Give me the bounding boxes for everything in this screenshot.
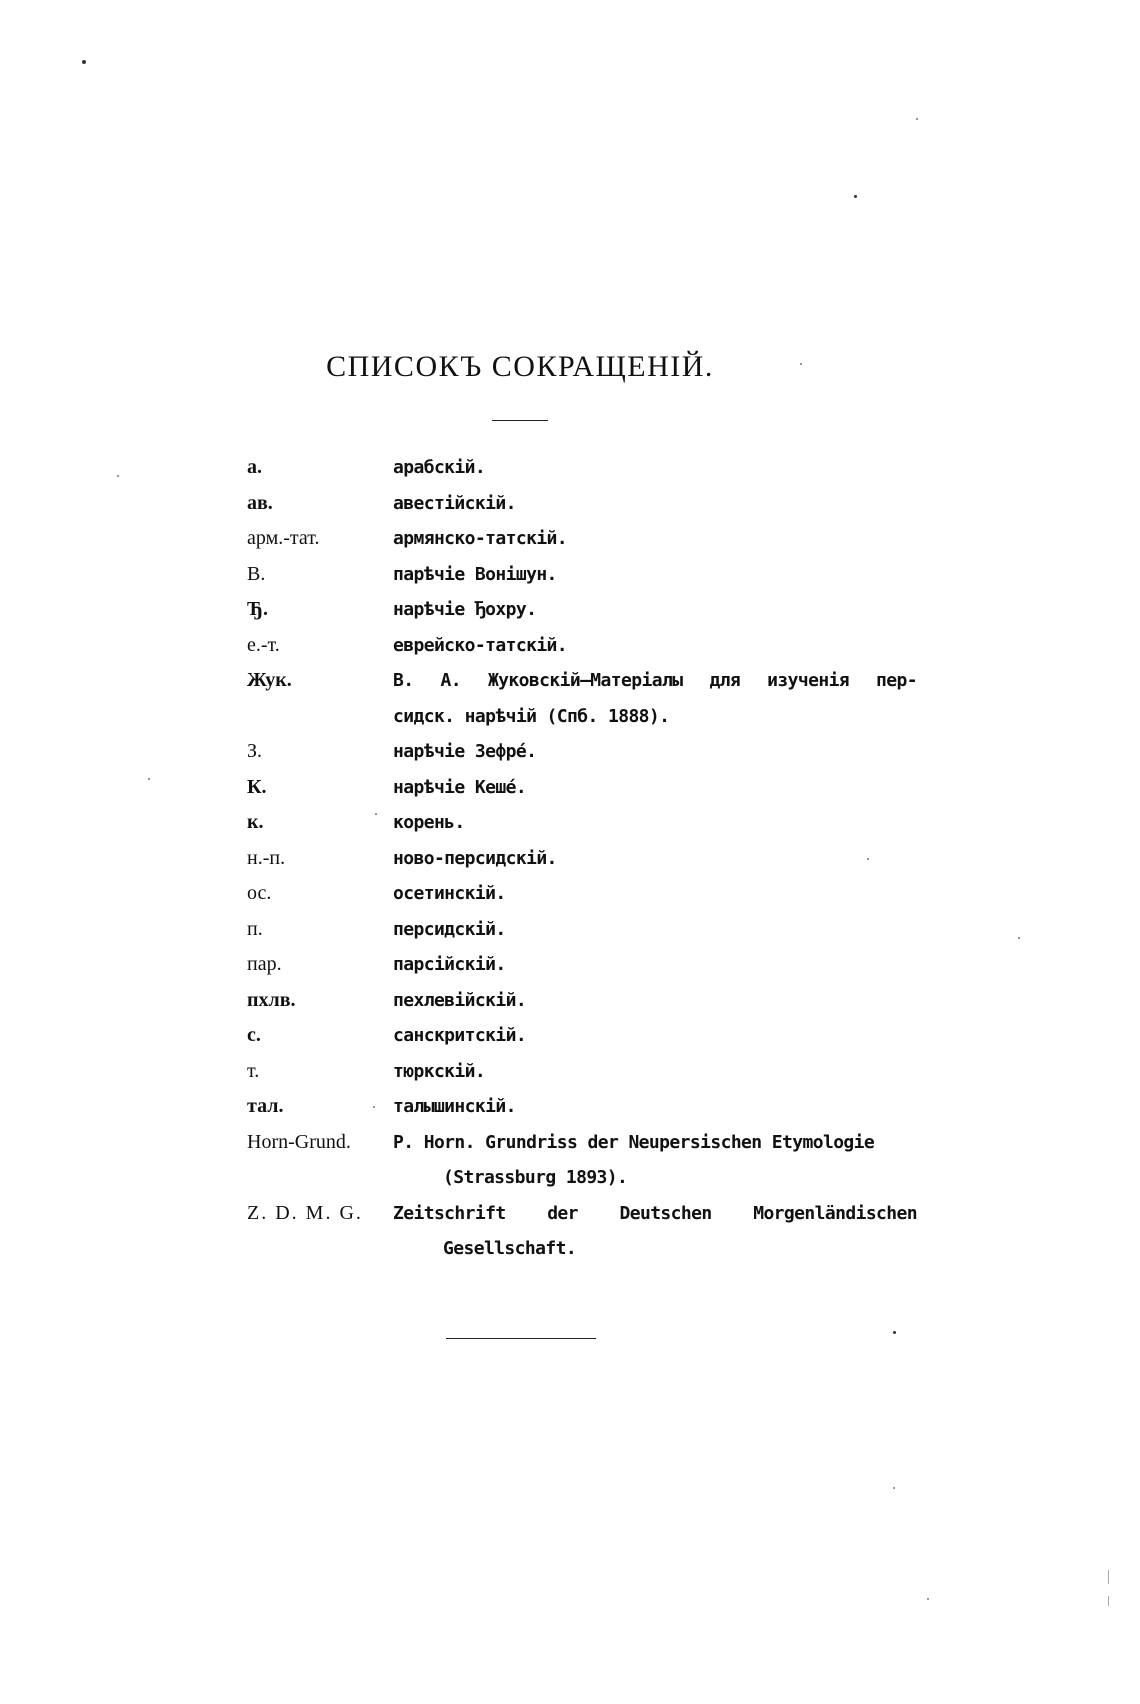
- list-item: [247, 1125, 917, 1196]
- list-item: [247, 450, 917, 486]
- meaning-line: P. Horn. Grundriss der Neupersischen Etymologie: [393, 1131, 875, 1153]
- abbreviation-meaning: талышинскій.: [393, 1096, 516, 1117]
- abbreviation-list: [247, 450, 917, 1267]
- abbreviation-meaning: осетинскій.: [393, 883, 506, 904]
- list-item: [247, 947, 917, 983]
- list-item: [247, 1196, 917, 1267]
- abbreviation-meaning: [393, 1196, 917, 1267]
- abbreviation: З.: [247, 740, 263, 762]
- abbreviation-meaning: нарѣчіе Кешé.: [393, 776, 527, 798]
- scan-speck: [916, 118, 918, 120]
- meaning-line: сидск. нарѣчій (Спб. 1888).: [393, 705, 670, 727]
- abbreviation-meaning: ново-персидскій.: [393, 847, 557, 869]
- abbreviation: н.-п.: [247, 846, 286, 869]
- abbreviation-meaning: парсійскій.: [393, 954, 506, 975]
- abbreviation-meaning: парѣчіе Вонішун.: [393, 563, 557, 585]
- list-item: [247, 486, 917, 522]
- abbreviation: е.-т.: [247, 633, 280, 656]
- abbreviation-meaning: арабскій.: [393, 457, 486, 478]
- abbreviation: К.: [247, 775, 267, 798]
- abbreviation: ос.: [247, 882, 272, 904]
- scan-scratch: [1108, 1596, 1109, 1606]
- abbreviation-meaning: персидскій.: [393, 918, 506, 940]
- end-divider: [446, 1338, 596, 1339]
- scan-speck: [893, 1331, 896, 1334]
- meaning-line: Zeitschrift der Deutschen Morgenländischen: [393, 1202, 917, 1224]
- list-item: [247, 557, 917, 593]
- scan-speck: [117, 475, 119, 477]
- list-item: [247, 734, 917, 770]
- scan-speck: [800, 363, 802, 365]
- abbreviation: п.: [247, 917, 263, 940]
- page-title: СПИСОКЪ СОКРАЩЕНІЙ.: [326, 350, 714, 383]
- meaning-line: (Strassburg 1893).: [443, 1167, 628, 1188]
- abbreviation: с.: [247, 1024, 261, 1046]
- abbreviation-meaning: нарѣчіе Зефрé.: [393, 741, 537, 762]
- abbreviation: Z. D. M. G.: [247, 1201, 363, 1224]
- list-item: [247, 770, 917, 806]
- list-item: [247, 592, 917, 628]
- abbreviation: Horn-Grund.: [247, 1130, 351, 1153]
- title-divider: [492, 420, 548, 421]
- list-item: [247, 805, 917, 841]
- abbreviation-meaning: армянско-татскій.: [393, 528, 568, 549]
- abbreviation: к.: [247, 811, 264, 833]
- list-item: [247, 1054, 917, 1090]
- abbreviation: пхлв.: [247, 988, 296, 1011]
- abbreviation-meaning: [393, 663, 917, 734]
- scan-scratch: [1108, 1570, 1109, 1584]
- list-item: [247, 1089, 917, 1125]
- scan-speck: [1018, 937, 1020, 939]
- abbreviation-meaning: пехлевійскій.: [393, 989, 527, 1011]
- scan-speck: [927, 1598, 929, 1600]
- abbreviation: т.: [247, 1059, 260, 1082]
- list-item: [247, 628, 917, 664]
- abbreviation-meaning: тюркскій.: [393, 1060, 486, 1082]
- abbreviation-meaning: санскритскій.: [393, 1025, 527, 1046]
- meaning-line: В. А. Жуковскій—Матеріалы для изученія пер-: [393, 670, 917, 691]
- abbreviation: В.: [247, 562, 266, 585]
- list-item: [247, 912, 917, 948]
- scan-speck: [82, 60, 86, 64]
- scan-speck: [893, 1487, 895, 1489]
- list-item: [247, 1018, 917, 1054]
- list-item: [247, 663, 917, 734]
- abbreviation: ав.: [247, 491, 273, 514]
- scan-speck: [854, 195, 857, 198]
- list-item: [247, 876, 917, 912]
- abbreviation: а.: [247, 456, 262, 478]
- abbreviation: тал.: [247, 1095, 284, 1117]
- list-item: [247, 983, 917, 1019]
- list-item: [247, 841, 917, 877]
- meaning-line: Gesellschaft.: [443, 1238, 577, 1259]
- abbreviation: Жук.: [247, 669, 292, 691]
- scan-speck: [148, 778, 150, 780]
- abbreviation: Ђ.: [247, 598, 268, 620]
- abbreviation-meaning: авестійскій.: [393, 492, 516, 514]
- abbreviation-meaning: [393, 1125, 917, 1196]
- list-item: [247, 521, 917, 557]
- abbreviation-meaning: нарѣчіе Ђохру.: [393, 599, 537, 620]
- abbreviation-meaning: еврейско-татскій.: [393, 634, 568, 656]
- abbreviation: арм.-тат.: [247, 527, 320, 549]
- abbreviation: пар.: [247, 953, 282, 975]
- abbreviation-meaning: корень.: [393, 812, 465, 833]
